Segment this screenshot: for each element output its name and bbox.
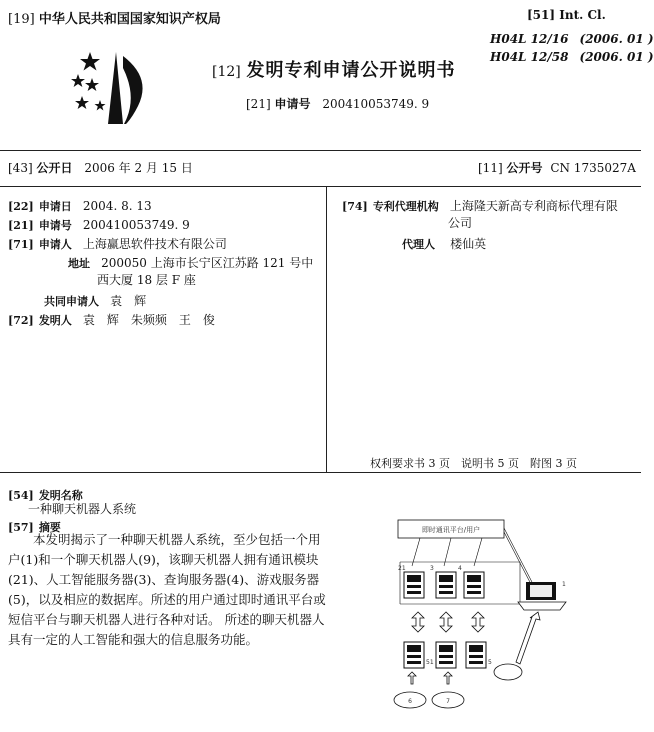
co-applicant-label: 共同申请人: [44, 295, 99, 308]
inventor-line: [8, 309, 215, 328]
lower-server-1: [404, 642, 424, 668]
pub-date-value: 2006 年 2 月 15 日: [84, 161, 193, 175]
page-counts: 权利要求书 3 页 说明书 5 页 附图 3 页: [370, 457, 577, 470]
server-2: [436, 572, 456, 598]
doc-type-line: [212, 56, 455, 82]
divider-bottom: [0, 472, 641, 473]
applicant-line: [8, 233, 227, 252]
agency-value-1: 上海隆天新高专利商标代理有限: [449, 199, 618, 213]
system-diagram: [360, 514, 636, 730]
im-platform-box: [398, 520, 504, 538]
header-authority-line: [8, 8, 221, 27]
divider-top: [0, 150, 641, 151]
agency-label: 专利代理机构: [372, 200, 439, 213]
lower-tag: 51: [426, 659, 434, 666]
server-tag: 4: [458, 565, 462, 572]
agency-value-2: 公司: [448, 216, 473, 230]
agent-value: 楼仙英: [450, 237, 487, 251]
ipc-code: H04L 12/16: [490, 32, 569, 46]
db-tag: 6: [408, 698, 412, 705]
filing-date-value: 2004. 8. 13: [82, 199, 152, 213]
server-3: [464, 572, 484, 598]
co-applicant-value: 袁 辉: [110, 294, 147, 308]
agency-line-1: [342, 195, 618, 214]
code-12: [12]: [212, 64, 241, 80]
database-2: [432, 692, 464, 708]
code-19: [19]: [8, 12, 35, 27]
pub-no-value: CN 1735027A: [550, 161, 636, 175]
lower-server-3: [466, 642, 486, 668]
code-74: [74]: [342, 200, 368, 213]
pub-no-label: 公开号: [506, 161, 543, 175]
intcl-label: Int. Cl.: [559, 8, 606, 22]
pub-date-label: 公开日: [36, 161, 73, 175]
code-57: [57]: [8, 521, 34, 534]
inventor-label: 发明人: [38, 314, 72, 327]
address-line-1: [68, 252, 313, 271]
doc-type-title: 发明专利申请公开说明书: [246, 60, 456, 81]
address-value-1: 200050 上海市长宁区江苏路 121 号中: [101, 256, 314, 270]
ipc-row-2: [490, 46, 654, 65]
column-divider: [326, 186, 327, 472]
intcl-heading: [527, 8, 606, 22]
database-1: [394, 692, 426, 708]
ipc-version: (2006. 01 ): [579, 50, 654, 64]
invention-title: 一种聊天机器人系统: [28, 502, 137, 516]
co-applicant-line: [44, 290, 146, 309]
code-11: [11]: [478, 161, 503, 175]
code-43: [43]: [8, 161, 33, 175]
ipc-row-1: [490, 28, 654, 47]
abstract-label: 摘要: [38, 521, 61, 534]
db-tag: 7: [446, 698, 450, 705]
abstract-text: 本发明揭示了一种聊天机器人系统，至少包括一个用户(1)和一个聊天机器人(9)，该聊天机器人拥有通讯模块(21)、人工智能服务器(3)、查询服务器(4)、游戏服务器(5)，以及相应的数据库。所述的用户通过即时通讯平台或短信平台与聊天机器人进行各种对话。 所述的聊天机器人具有一定的人工智能和强大的信息服务功能。: [8, 532, 326, 647]
title-label: 发明名称: [38, 489, 83, 502]
code-21: [21]: [246, 97, 271, 111]
server-1: [404, 572, 424, 598]
server-tag: 3: [430, 565, 434, 572]
code-51: [51]: [527, 8, 556, 22]
filing-date-label: 申请日: [38, 200, 72, 213]
app-no-line: [8, 214, 190, 233]
user-tag: 1: [562, 581, 566, 588]
pub-date-line: [8, 159, 193, 176]
pub-no-line: [478, 159, 636, 176]
app-no-value: 200410053749. 9: [82, 218, 190, 232]
agent-line: [402, 233, 486, 252]
lower-tag: 5: [488, 659, 492, 666]
server-tag: 21: [398, 565, 406, 572]
user-computer-icon: [518, 582, 566, 610]
lower-server-2: [436, 642, 456, 668]
double-arrows: [412, 612, 484, 632]
filing-date-line: [8, 195, 152, 214]
app-no-label: 申请号: [274, 97, 311, 111]
agent-label: 代理人: [402, 238, 435, 251]
applicant-label: 申请人: [38, 238, 72, 251]
app-no-label: 申请号: [38, 219, 72, 232]
ipc-version: (2006. 01 ): [579, 32, 654, 46]
platform-label: 即时通讯平台/用户: [421, 526, 481, 534]
divider-mid: [0, 186, 641, 187]
mobile-link-arrow: [494, 612, 540, 680]
applicant-value: 上海赢思软件技术有限公司: [82, 237, 227, 251]
db-arrows: [408, 672, 452, 684]
ipc-code: H04L 12/58: [490, 50, 569, 64]
code-21: [21]: [8, 219, 34, 232]
code-54: [54]: [8, 489, 34, 502]
issuing-authority: 中华人民共和国国家知识产权局: [38, 12, 221, 27]
app-no-value: 200410053749. 9: [322, 97, 430, 111]
sipo-logo: [68, 48, 152, 126]
code-22: [22]: [8, 200, 34, 213]
address-label: 地址: [68, 257, 90, 270]
code-71: [71]: [8, 238, 34, 251]
inventor-value: 袁 辉 朱频频 王 俊: [82, 313, 215, 327]
address-value-2: 西大厦 18 层 F 座: [97, 273, 196, 287]
code-72: [72]: [8, 314, 34, 327]
header-app-no-line: [246, 95, 429, 112]
